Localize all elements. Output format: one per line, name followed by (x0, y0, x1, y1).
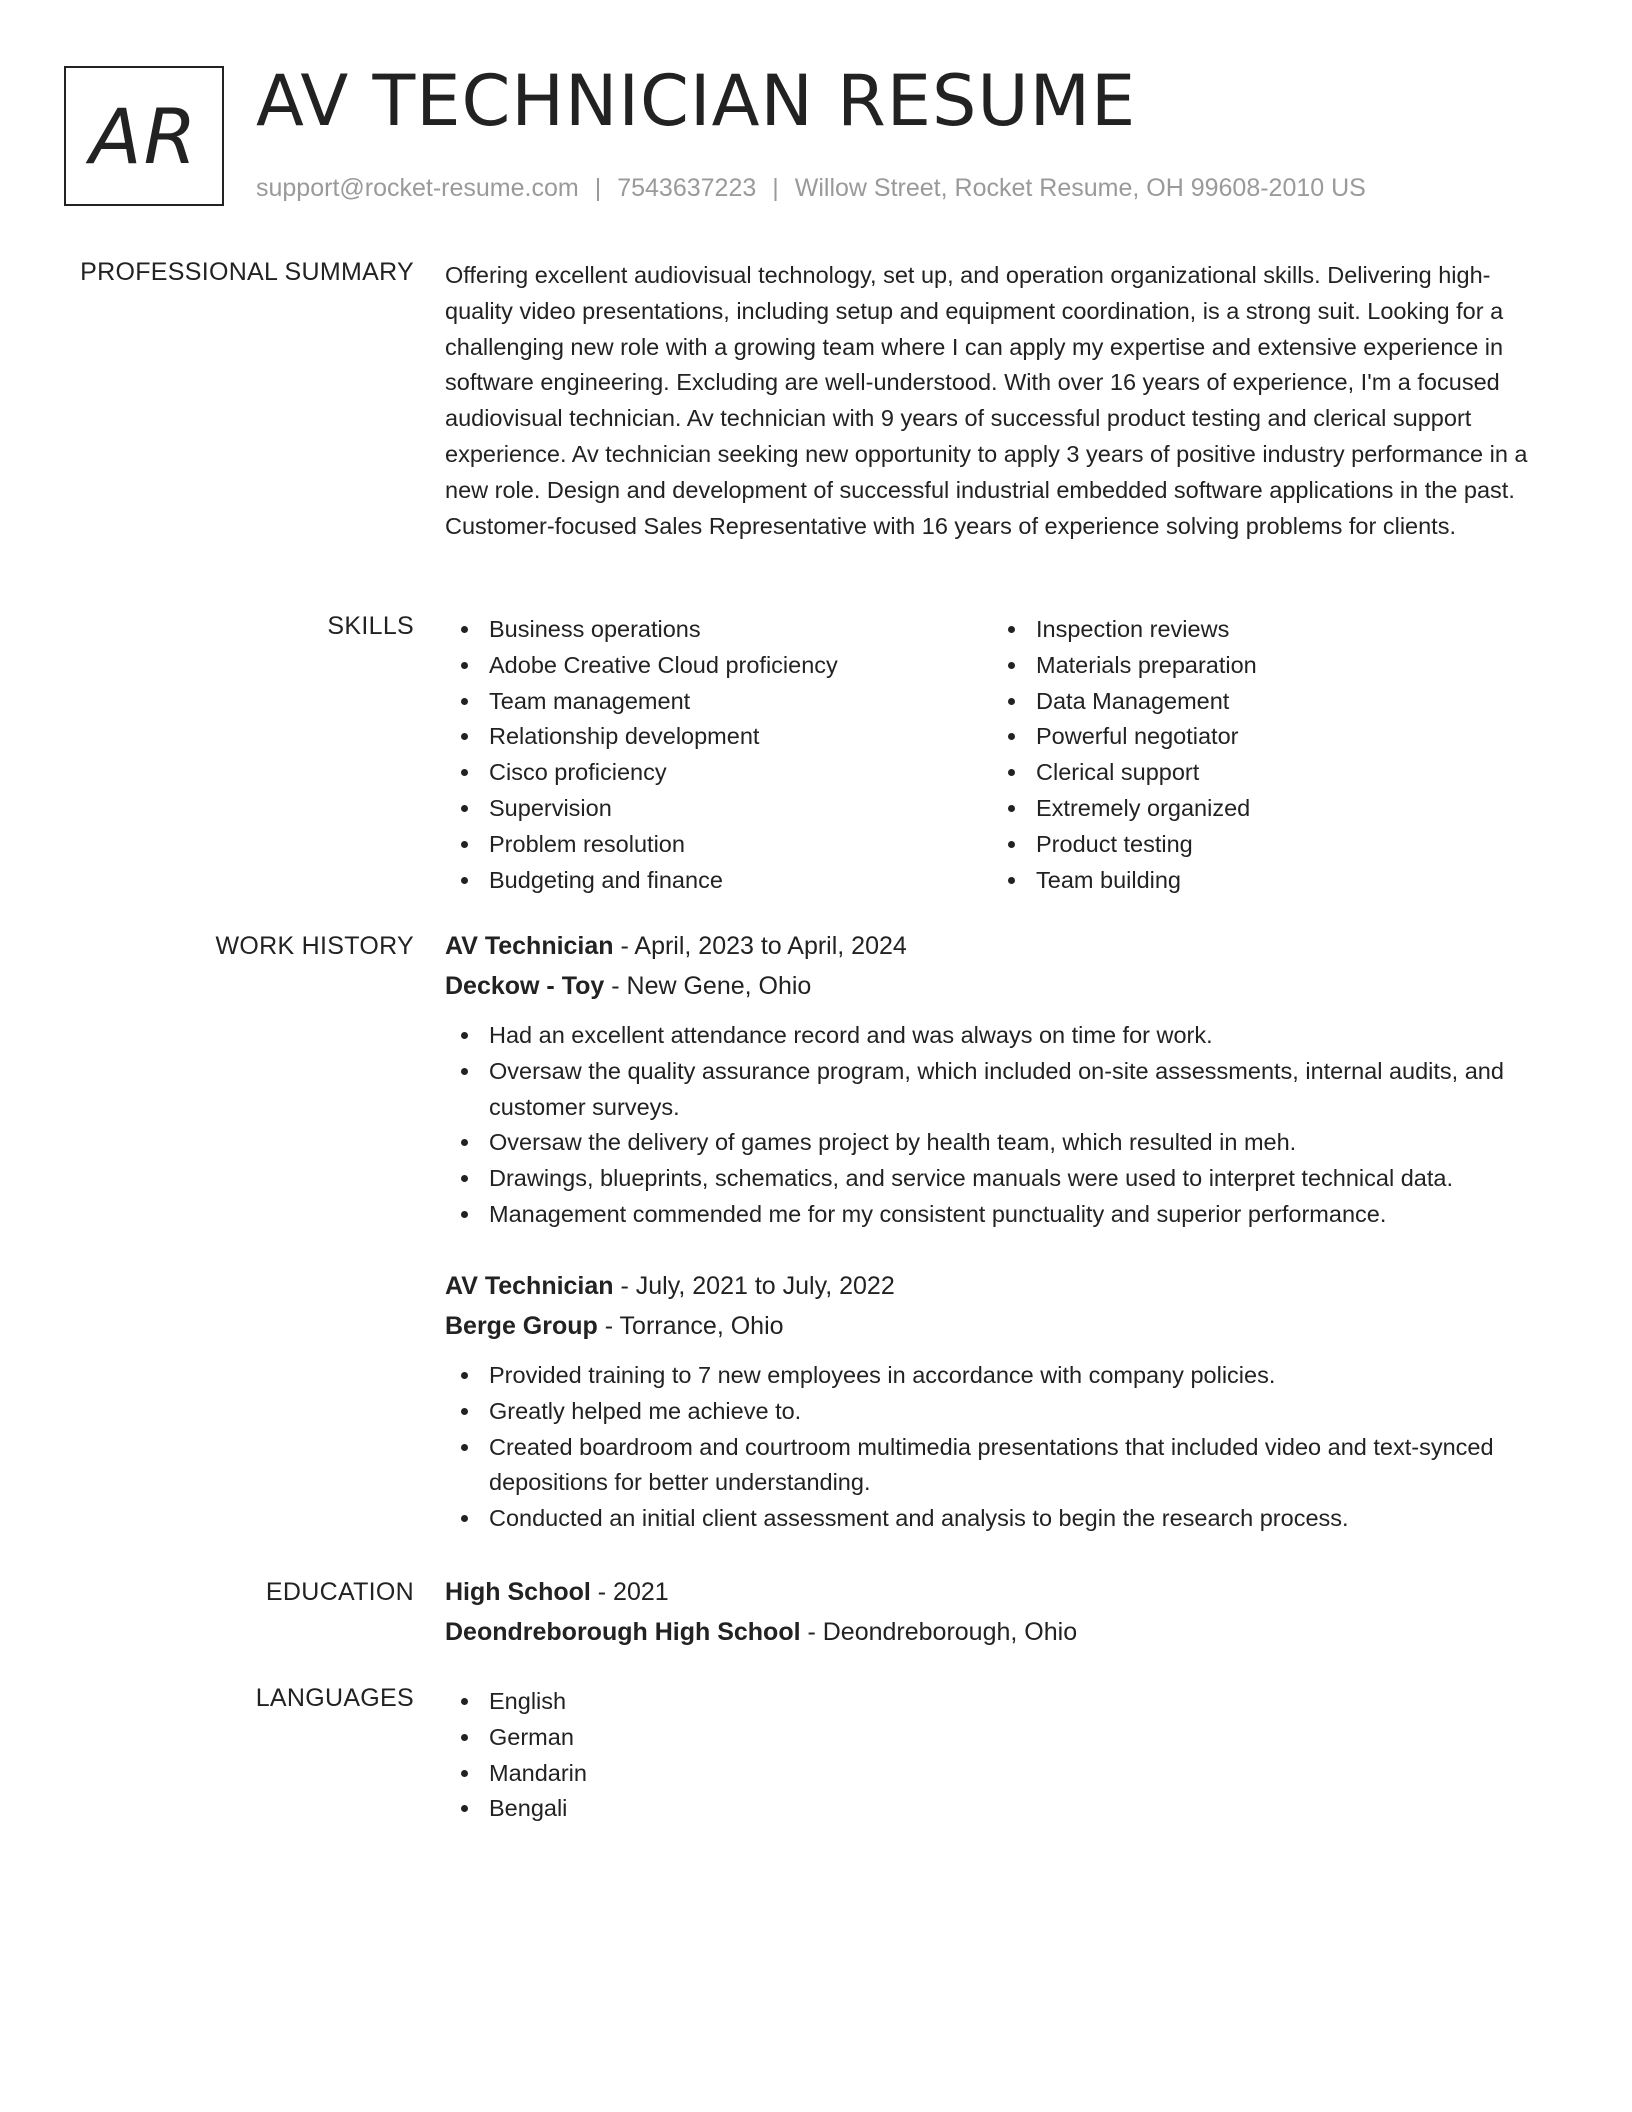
page-title: AV TECHNICIAN RESUME (256, 60, 1137, 142)
job-title-line (445, 1266, 1555, 1306)
list-item: Adobe Creative Cloud proficiency (445, 648, 992, 684)
job-company: Deckow - Toy (445, 972, 605, 1000)
list-item: Team building (992, 863, 1539, 899)
list-item: Conducted an initial client assessment and analysis to begin the research process. (445, 1501, 1555, 1537)
education-school: Deondreborough High School (445, 1618, 801, 1646)
contact-phone: 7543637223 (617, 174, 757, 202)
job-company-line (445, 1306, 1555, 1346)
skills-list-left (445, 612, 992, 898)
list-item: Relationship development (445, 719, 992, 755)
list-item: Problem resolution (445, 827, 992, 863)
job-location: - Torrance, Ohio (597, 1312, 784, 1340)
list-item: Had an excellent attendance record and was always on time for work. (445, 1018, 1555, 1054)
languages-heading: LANGUAGES (255, 1684, 414, 1712)
languages-body (445, 1684, 1555, 1827)
list-item: Powerful negotiator (992, 719, 1539, 755)
list-item: Data Management (992, 684, 1539, 720)
contact-line (256, 174, 1366, 203)
skills-list-right (992, 612, 1539, 898)
monogram-box (64, 66, 224, 206)
list-item: Clerical support (992, 755, 1539, 791)
skills-heading: SKILLS (327, 612, 414, 640)
job-duties (445, 1018, 1555, 1233)
languages-list (445, 1684, 1555, 1827)
list-item: Business operations (445, 612, 992, 648)
list-item: Supervision (445, 791, 992, 827)
list-item: Team management (445, 684, 992, 720)
work-heading: WORK HISTORY (215, 932, 414, 960)
contact-email: support@rocket-resume.com (256, 174, 579, 202)
list-item: Cisco proficiency (445, 755, 992, 791)
work-body (445, 926, 1555, 1532)
list-item: Oversaw the quality assurance program, which included on-site assessments, internal audits, and customer surveys. (445, 1054, 1555, 1126)
monogram-initials: AR (89, 91, 199, 181)
job-title-line (445, 926, 1555, 966)
education-school-line (445, 1612, 1555, 1652)
contact-separator: | (772, 174, 779, 202)
education-location: - Deondreborough, Ohio (800, 1618, 1078, 1646)
job-entry (445, 1266, 1555, 1537)
education-year: - 2021 (590, 1578, 669, 1606)
list-item: Created boardroom and courtroom multimedia presentations that included video and text-synced depositions for better understanding. (445, 1430, 1555, 1502)
list-item: Drawings, blueprints, schematics, and service manuals were used to interpret technical data. (445, 1161, 1555, 1197)
list-item: Product testing (992, 827, 1539, 863)
job-title: AV Technician (445, 932, 614, 960)
job-entry (445, 926, 1555, 1233)
job-duties (445, 1358, 1555, 1537)
summary-body (445, 258, 1555, 544)
job-title: AV Technician (445, 1272, 614, 1300)
contact-address: Willow Street, Rocket Resume, OH 99608-2010 US (794, 174, 1366, 202)
skills-columns (445, 612, 1555, 898)
list-item: Oversaw the delivery of games project by health team, which resulted in meh. (445, 1125, 1555, 1161)
education-heading: EDUCATION (265, 1578, 414, 1606)
job-company-line (445, 966, 1555, 1006)
education-body (445, 1572, 1555, 1652)
list-item: Bengali (445, 1791, 1555, 1827)
job-location: - New Gene, Ohio (604, 972, 812, 1000)
job-dates: - July, 2021 to July, 2022 (613, 1272, 895, 1300)
list-item: Greatly helped me achieve to. (445, 1394, 1555, 1430)
list-item: English (445, 1684, 1555, 1720)
list-item: Mandarin (445, 1756, 1555, 1792)
list-item: Management commended me for my consistent punctuality and superior performance. (445, 1197, 1555, 1233)
list-item: German (445, 1720, 1555, 1756)
job-company: Berge Group (445, 1312, 598, 1340)
list-item: Inspection reviews (992, 612, 1539, 648)
education-degree-line (445, 1572, 1555, 1612)
education-degree: High School (445, 1578, 591, 1606)
summary-text: Offering excellent audiovisual technology, set up, and operation organizational skills. Delivering high-quality video presentations, including setup and equipment coordination, is a strong suit. Looking for a challenging new role with a growing team where I can apply my expertise and extensive experience in software engineering. Excluding are well-understood. With over 16 years of experience, I'm a focused audiovisual technician. Av technician with 9 years of successful product testing and clerical support experience. Av technician seeking new opportunity to apply 3 years of positive industry performance in a new role. Design and development of successful industrial embedded software applications in the past. Customer-focused Sales Representative with 16 years of experience solving problems for clients. (445, 262, 1528, 539)
summary-heading: PROFESSIONAL SUMMARY (80, 258, 414, 286)
skills-body (445, 612, 1555, 898)
list-item: Extremely organized (992, 791, 1539, 827)
list-item: Budgeting and finance (445, 863, 992, 899)
list-item: Materials preparation (992, 648, 1539, 684)
job-dates: - April, 2023 to April, 2024 (613, 932, 907, 960)
list-item: Provided training to 7 new employees in accordance with company policies. (445, 1358, 1555, 1394)
contact-separator: | (594, 174, 602, 202)
